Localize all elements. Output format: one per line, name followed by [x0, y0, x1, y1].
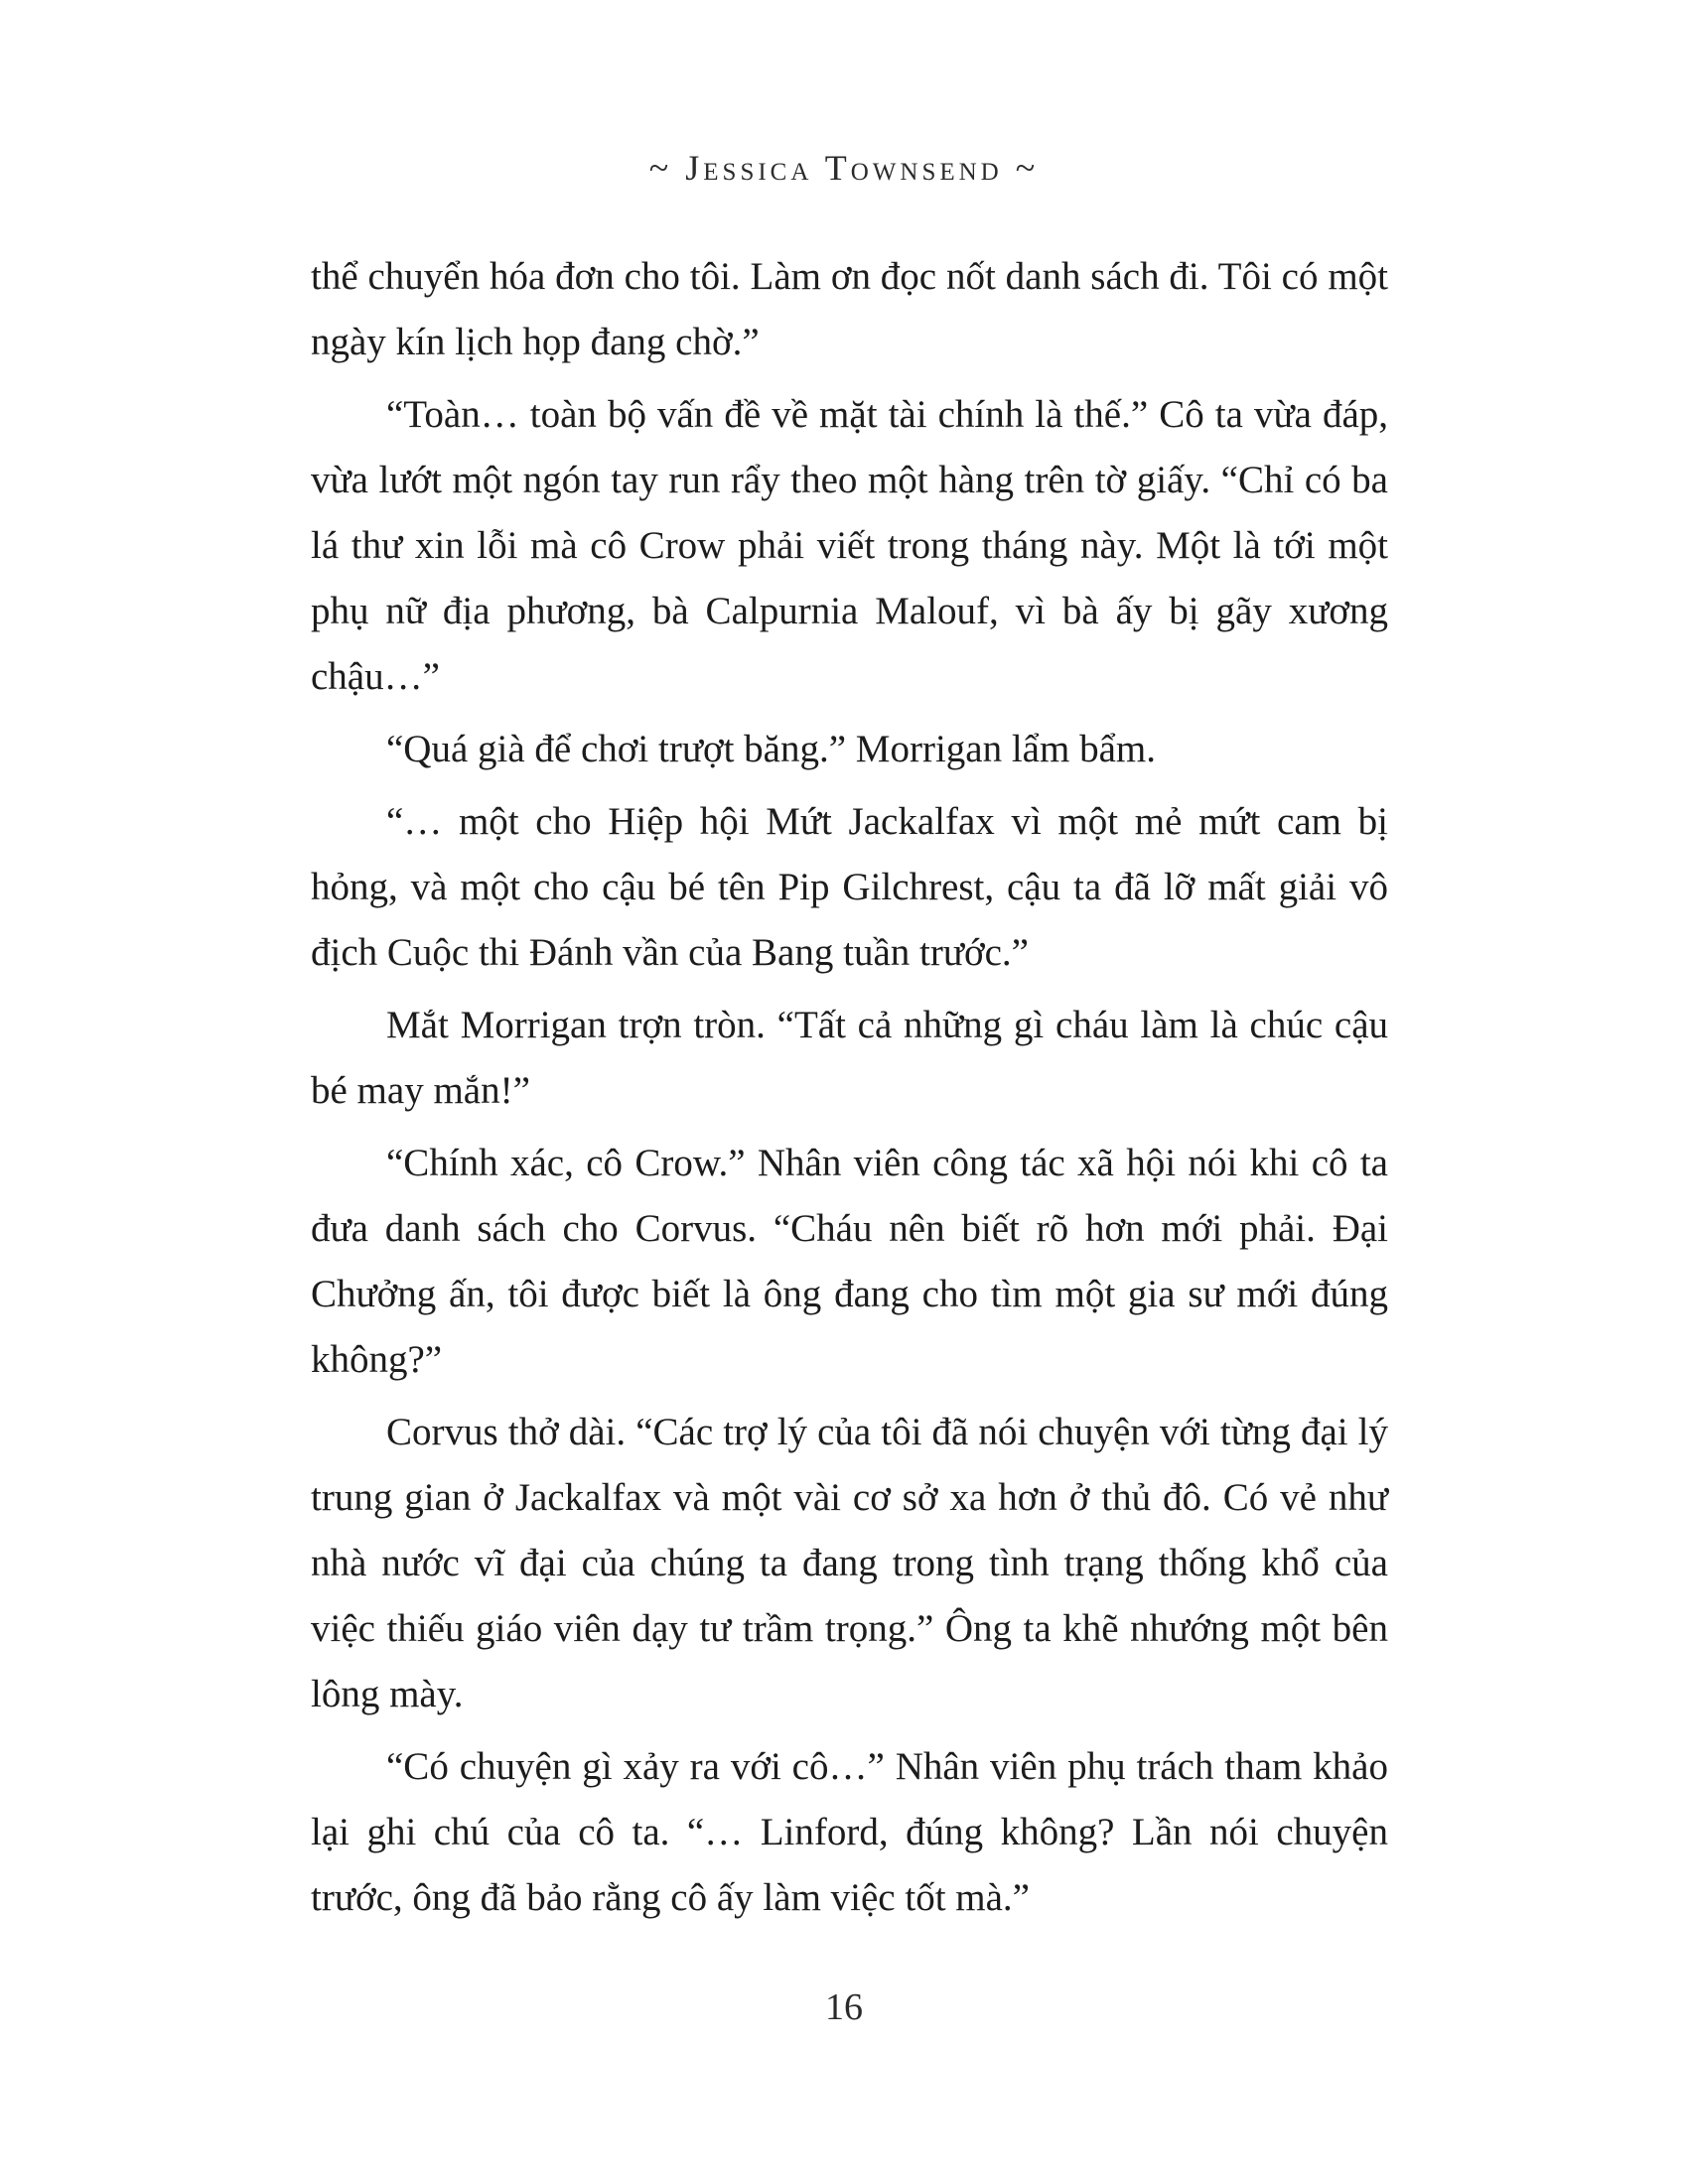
page-footer	[0, 1985, 1688, 2029]
page-number: 16	[825, 1986, 863, 2028]
paragraph: “Toàn… toàn bộ vấn đề về mặt tài chính là thế.” Cô ta vừa đáp, vừa lướt một ngón tay run rẩy theo một hàng trên tờ giấy. “Chỉ có ba lá thư xin lỗi mà cô Crow phải viết trong tháng này. Một là tới một phụ nữ địa phương, bà Calpurnia Malouf, vì bà ấy bị gãy xương chậu…”	[311, 393, 1388, 698]
paragraph: Corvus thở dài. “Các trợ lý của tôi đã nói chuyện với từng đại lý trung gian ở Jackalfax và một vài cơ sở xa hơn ở thủ đô. Có vẻ như nhà nước vĩ đại của chúng ta đang trong tình trạng thống khổ của việc thiếu giáo viên dạy tư trầm trọng.” Ông ta khẽ nhướng một bên lông mày.	[311, 1411, 1388, 1715]
running-header	[0, 147, 1688, 189]
page-body	[311, 244, 1388, 1938]
running-title: ~ Jessica Townsend ~	[648, 148, 1040, 188]
paragraph: “Chính xác, cô Crow.” Nhân viên công tác xã hội nói khi cô ta đưa danh sách cho Corvus. “Cháu nên biết rõ hơn mới phải. Đại Chưởng ấn, tôi được biết là ông đang cho tìm một gia sư mới đúng không?”	[311, 1142, 1388, 1381]
paragraph: “… một cho Hiệp hội Mứt Jackalfax vì một mẻ mứt cam bị hỏng, và một cho cậu bé tên Pip Gilchrest, cậu ta đã lỡ mất giải vô địch Cuộc thi Đánh vần của Bang tuần trước.”	[311, 800, 1388, 974]
paragraph: thể chuyển hóa đơn cho tôi. Làm ơn đọc nốt danh sách đi. Tôi có một ngày kín lịch họp đang chờ.”	[311, 255, 1388, 363]
paragraph: “Có chuyện gì xảy ra với cô…” Nhân viên phụ trách tham khảo lại ghi chú của cô ta. “… Linford, đúng không? Lần nói chuyện trước, ông đã bảo rằng cô ấy làm việc tốt mà.”	[311, 1745, 1388, 1919]
paragraph: Mắt Morrigan trợn tròn. “Tất cả những gì cháu làm là chúc cậu bé may mắn!”	[311, 1004, 1388, 1112]
paragraph: “Quá già để chơi trượt băng.” Morrigan lẩm bẩm.	[386, 728, 1156, 770]
